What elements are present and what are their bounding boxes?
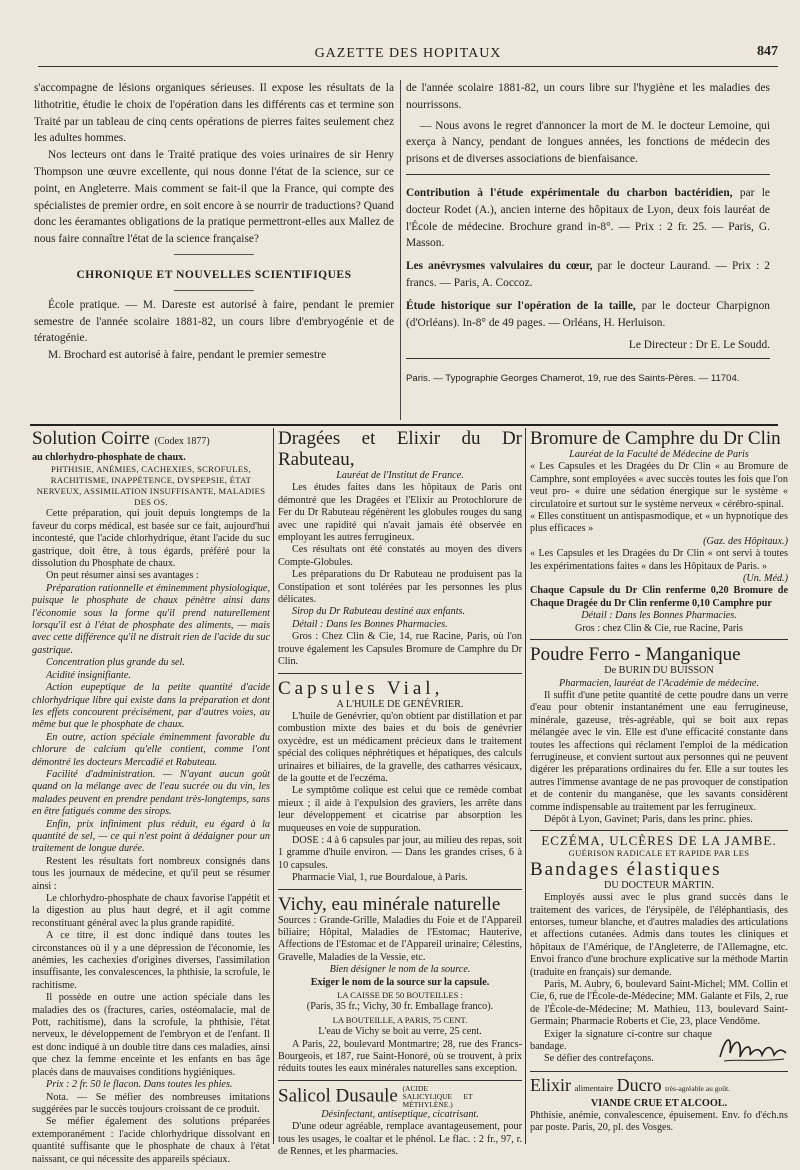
column-divider: [273, 428, 274, 1144]
column-divider: [400, 80, 401, 420]
ad-rabuteau: [278, 428, 522, 674]
ad-bandages-martin: [530, 835, 788, 1071]
ad-text: Exiger la signature ci-contre sur chaque bandage.: [530, 1028, 712, 1053]
newspaper-page: [18, 24, 788, 1165]
director-signature: Le Directeur : Dr E. Le Soudd.: [628, 339, 770, 352]
ad-subtitle: Désinfectant, antiseptique, cicatrisant.: [321, 1108, 479, 1120]
ad-text: Détail : Dans les Bonnes Pharmacies.: [581, 610, 737, 622]
ad-title: ECZÉMA, ULCÈRES DE LA JAMBE.: [541, 833, 777, 849]
ad-text: Les préparations du Dr Rabuteau ne produisent pas la Constipation et sont tolérées par les personnes les plus délicates.: [278, 569, 522, 606]
ad-text: Sirop du Dr Rabuteau destiné aux enfants.: [292, 606, 466, 618]
book-notice: [406, 185, 770, 252]
ad-text: Les études faites dans les hôpitaux de Paris ont démontré que les Dragées et l'Elixir au Protochlorure de Fer du Dr Rabuteau régénèrent les globules rouges du sang avec une rapidité qui n'avait jamais été observée en employant les autres ferrugineux.: [278, 482, 522, 544]
ad-text: En outre, action spéciale éminemment favorable du chlorure de calcium qu'elle contient, comme l'ont démontré les docteurs Mercadié et Rabuteau.: [32, 731, 270, 768]
ad-poudre-ferro: [530, 644, 788, 831]
ad-text: « Elles constituent un antispasmodique, et « un hypnotique des plus efficaces »: [530, 511, 788, 535]
ad-text: Détail : Dans les Bonnes Pharmacies.: [292, 618, 448, 630]
ad-title-large: Bandages élastiques: [530, 858, 722, 880]
ad-text: Enfin, prix infiniment plus réduit, eu égard à la quantité de sel, — ce qui n'est point à dédaigner pour un traitement de longue durée.: [32, 818, 270, 855]
ad-salicol: [278, 1085, 522, 1163]
signature-block: [530, 1029, 788, 1067]
ad-text: Concentration plus grande du sel.: [46, 657, 185, 669]
ad-text: Chaque Capsule du Dr Clin renferme 0,20 Bromure de Chaque Dragée du Dr Clin renferme 0,10 Camphre pur: [530, 585, 788, 609]
printer-line: Paris. — Typographie Georges Chamerot, 19, rue des Saints-Pères. — 11704.: [406, 373, 740, 385]
book-details: par le docteur Charpignon (d'Orléans). In-8° de 49 pages. — Orléans, H. Herluison.: [406, 299, 770, 329]
book-title: Étude historique sur l'opération de la taille,: [406, 299, 636, 312]
separator: [406, 174, 770, 175]
ad-text: Paris, M. Aubry, 6, boulevard Saint-Michel; MM. Collin et Cie, 6, rue de l'École-de-Médecine; MM. Galante et Fils, 2, rue de l'École-de-Médecine; M. Mathieu, 113, boulevard Saint-Germain; Pharmacie Roberts et Cie, 23, place Vendôme.: [530, 979, 788, 1028]
page-header: [38, 24, 778, 64]
book-details: par le docteur Laurand. — Prix : 2 francs. — Paris, A. Coccoz.: [406, 260, 770, 289]
ad-price: Prix : 2 fr. 50 le flacon. Dans toutes les phies.: [46, 1079, 233, 1091]
advertisements-section: [30, 428, 790, 1165]
news-item: M. Brochard est autorisé à faire, pendant le premier semestre: [48, 349, 327, 362]
ad-subtitle: Lauréat de l'Institut de France.: [336, 470, 464, 481]
ad-title: Vichy, eau minérale naturelle: [278, 893, 501, 915]
ad-subtitle: De BURIN DU BUISSON: [604, 665, 714, 677]
journal-title: GAZETTE DES HOPITAUX: [314, 46, 502, 61]
ad-indications: PHTHISIE, ANÉMIES, CACHEXIES, SCROFULES, RACHITISME, INAPPÉTENCE, DYSPEPSIE, ÉTAT NERVEUX, ASSIMILATION INSUFFISANTE, MALADIES DES OS.: [36, 464, 266, 508]
book-details: par le docteur Rodet (A.), ancien interne des hôpitaux de Lyon, deux fois lauréat de l'École de médecine. Brochure grand in-8°. — Prix : 2 fr. 25. — Paris, G. Masson.: [406, 186, 770, 250]
page-number: 847: [757, 44, 778, 59]
article-paragraph: Nos lecteurs ont dans le Traité pratique des voies urinaires de sir Henry Thompson une œuvre excellente, qui nous donne l'état de la science, sur ce point, en Angleterre. Mais comment se fait-il que la France, qui compte des spécialistes de premier ordre, en soit encore à se nourrir de traductions? Quand donc les éeramantes obligations de la pratique permettront-elles aux Mallez de nous faire connaître l'état de la science française?: [34, 149, 394, 246]
separator: [406, 358, 770, 359]
ad-text: A ce titre, il est donc indiqué dans toutes les circonstances où il y a une dépression de l'économie, les anémies, les cachexies d'origines diverses, l'assimilation insuffisante, les convalescences, la phthisie, la scrofule, le rachitisme.: [32, 930, 270, 991]
ad-citation: (Gaz. des Hôpitaux.): [703, 535, 788, 547]
ad-text: Dépôt à Lyon, Gavinet; Paris, dans les princ. phies.: [544, 813, 753, 825]
ad-bromure-camphre: [530, 428, 788, 640]
ad-text: Cette préparation, qui jouit depuis longtemps de la faveur du corps médical, est basée sur ce fait, aujourd'hui incontesté, que l'acide chlorhydrique, étant l'acide du suc gastrique, doit être, à tous égards, préféré pour la dissolution du Phosphate de chaux.: [32, 508, 270, 570]
ad-vichy: [278, 894, 522, 1081]
ad-text: Se méfier également des solutions préparées extemporanément : l'acide chlorhydrique dissolvant en quantité suffisante que le phosphate de chaux à l'état naissant, ce qui nécessite des appareils spéciaux.: [32, 1116, 270, 1165]
ad-subtitle: Lauréat de la Faculté de Médecine de Paris: [569, 449, 749, 460]
ad-subtitle: A L'HUILE DE GENÉVRIER.: [336, 698, 464, 710]
ad-subtitle: Pharmacien, lauréat de l'Académie de médecine.: [559, 677, 759, 689]
ad-title: Poudre Ferro - Manganique: [530, 644, 741, 666]
ad-text: Il possède en outre une action spéciale dans les maladies des os (fractures, caries, ostéomalacie, mal de Pott, rachitisme), dans la scrofule, la phthisie, l'état nerveux, le développement de l'embryon et de l'enfant. Il est donc indiqué à un double titre dans ces maladies, ainsi que chez la femme enceinte et les enfants en bas âge placés dans de mauvaises conditions hygiéniques.: [32, 992, 270, 1078]
ad-text: Facilité d'administration. — N'ayant aucun goût quand on la mélange avec de l'eau sucrée ou du vin, les malades peuvent en prendre pendant très-longtemps, sans en être fatigués comme des sirops.: [32, 768, 270, 818]
separator: [174, 290, 254, 291]
article-column-right: [406, 80, 770, 424]
article-intro: s'accompagne de lésions organiques sérieuses. Il expose les résultats de la lithotritie, étudie le choix de l'opération dans les différents cas et termine son Traité par un tableau de cinq cents opérations de pierres faites seulement chez les adultes hommes.: [34, 82, 394, 145]
ad-capsules-vial: [278, 678, 522, 890]
ad-nota: Nota. — Se méfier des nombreuses imitations suggérées par le succès toujours croissant de ce produit.: [32, 1091, 270, 1115]
ad-text: Gros : chez Clin & Cie, rue Racine, Paris: [574, 622, 744, 634]
ad-subtitle: au chlorhydro-phosphate de chaux.: [32, 452, 186, 463]
ad-solution-coirre: [32, 428, 270, 1170]
ad-text: Acidité insignifiante.: [46, 669, 131, 681]
ad-text: DOSE : 4 à 6 capsules par jour, au milieu des repas, soit 1 gramme d'huile environ. — Dans les grandes crises, 6 à 10 capsules.: [278, 834, 522, 871]
ad-text: « Les Capsules et les Dragées du Dr Clin « au Bromure de Camphre, sont employées « avec succès toutes les fois que l'on veut pro- « duire une sédation énergique sur le système « circulatoire et surtout sur le système nerveux « cérébro-spinal.: [530, 461, 788, 510]
handwritten-signature: [716, 1029, 788, 1067]
article-column-left: [34, 80, 394, 424]
ad-text: Bien désigner le nom de la source.: [329, 964, 471, 976]
ad-text: Il suffit d'une petite quantité de cette poudre dans un verre d'eau pour obtenir instantanément une eau ferrugineuse, minérale, gazeuse, très-agréable, qui se boit aux repas mélangée avec le vin. Elle est d'une efficacité constante dans toutes les affections qui réclament l'emploi de la médication ferrugineuse, et convient surtout aux personnes qui ne peuvent digérer les préparations ordinaires du fer. Elle a sur toutes les autres l'immense avantage de ne pas provoquer de constipation et de contenir du manganèse, que les savants considèrent comme indispensable au traitement par les ferrugineux.: [530, 689, 788, 813]
ad-text: Employés aussi avec le plus grand succès dans le traitement des varices, de l'érysipèle, de l'éléphantiasis, des entorses, tumeur blanche, et d'autres maladies des articulations et affections cutanées. Admis dans toutes les cliniques et hôpitaux de l'Amérique, de l'Angleterre, de l'Allemagne, etc. Envoi franco d'une brochure explicative sur la méthode Martin (traduite en français) sur demande.: [530, 892, 788, 978]
ad-title: Dragées et Elixir du Dr Rabuteau,: [278, 428, 522, 470]
ad-title: Capsules Vial,: [278, 677, 444, 699]
book-title: Contribution à l'étude expérimentale du charbon bactéridien,: [406, 186, 733, 199]
ad-text: A Paris, 22, boulevard Montmartre; 28, rue des Francs-Bourgeois, et 187, rue Saint-Honoré, où se trouvent, à prix réduits toutes les eaux minérales naturelles sans exception.: [278, 1038, 522, 1075]
book-notice: [406, 298, 770, 332]
ad-text: L'huile de Genévrier, qu'on obtient par distillation et par combustion mixte des baies et du bois de genévrier oxycèdre, est un médicament précieux dans le traitement spécial des coliques néphrétiques et hépatiques, des calculs urinaires et biliaires, de la gravelle, des catharres vésicaux, de la goutte et de l'eczéma.: [278, 710, 522, 784]
ad-text: LA BOUTEILLE, A PARIS, 75 CENT.: [332, 1014, 468, 1025]
ad-text: Sources : Grande-Grille, Maladies du Foie et de l'Appareil biliaire; Hôpital, Maladies de l'Estomac; Hauterive, Affections de l'Estomac et de l'Appareil urinaire; Célestins, Gravelle, Maladies de la Vessie, etc.: [278, 914, 522, 963]
news-item: École pratique. — M. Dareste est autorisé à faire, pendant le premier semestre de l'année scolaire 1881-82, un cours libre d'embryogénie et de tératogénie.: [34, 298, 394, 345]
ad-text: L'eau de Vichy se boit au verre, 25 cent.: [318, 1026, 482, 1038]
header-rule: [38, 66, 778, 67]
section-title: CHRONIQUE ET NOUVELLES SCIENTIFIQUES: [76, 268, 352, 281]
ad-text: Action eupeptique de la petite quantité d'acide chlorhydrique libre qui existe dans la préparation et dont les effets concourent précisément, par d'autres voies, au même but que le phosphate de chaux.: [32, 682, 270, 731]
ad-subtitle: DU DOCTEUR MARTIN.: [603, 879, 715, 891]
ad-text: Exiger le nom de la source sur la capsule.: [310, 976, 490, 988]
ad-text: « Les Capsules et les Dragées du Dr Clin « ont servi à toutes les expérimentations faites « dans les Hôpitaux de Paris. »: [530, 548, 788, 572]
ad-title: Salicol Dusaule (ACIDE SALICYLIQUE ET MÉTHYLÈNE.): [278, 1083, 473, 1109]
ad-text: Pharmacie Vial, 1, rue Bourdaloue, à Paris.: [292, 872, 468, 884]
ad-title: Bromure de Camphre du Dr Clin: [530, 428, 781, 449]
ad-text: Ces résultats ont été constatés au moyen des divers Compte-Globules.: [278, 544, 522, 568]
ad-column-2: [278, 428, 522, 1158]
ad-text: Préparation rationnelle et éminemment physiologique, puisque le phosphate de chaux pénètre ainsi dans l'économie sous la forme qu'il prend naturellement lorsqu'il est à l'état de phosphate des aliments, — mais avec cette différence qu'il ne distrait rien de l'acide du suc gastrique.: [32, 582, 270, 656]
ad-citation: (Un. Méd.): [743, 573, 788, 585]
ad-text: LA CAISSE DE 50 BOUTEILLES :: [337, 990, 463, 1001]
ad-text: Restent les résultats fort nombreux consignés dans tous les journaux de médecine, et qu'il peut se résumer ainsi :: [32, 855, 270, 892]
ad-column-1: [32, 428, 270, 1165]
ad-subtitle: VIANDE CRUE ET ALCOOL.: [590, 1097, 728, 1109]
ad-text: Se défier des contrefaçons.: [544, 1053, 654, 1065]
ad-text: Gros : Chez Clin & Cie, 14, rue Racine, Paris, où l'on trouve également les Capsules Bromure de Camphre du Dr Clin.: [278, 631, 522, 668]
ad-text: Le chlorhydro-phosphate de chaux favorise l'appétit et la digestion au plus haut degré, et il agit comme reconstituant général avec la plus grande rapidité.: [32, 893, 270, 929]
news-item: de l'année scolaire 1881-82, un cours libre sur l'hygiène et les maladies des nourrissons.: [406, 82, 770, 111]
ads-top-rule: [30, 424, 778, 426]
ad-subtitle: GUÉRISON RADICALE ET RAPIDE PAR LES: [568, 847, 750, 858]
ad-column-3: [530, 428, 788, 1144]
ad-text: D'une odeur agréable, remplace avantageusement, pour tous les usages, le coaltar et le phénol. Le flac. : 2 fr., 97, r. de Rennes, et les pharmacies.: [278, 1121, 522, 1158]
ad-text: Le symptôme colique est celui que ce remède combat mieux ; il aide à l'expulsion des graviers, les arrête dans leur développement et cicatrise par absorption les muqueuses en voie de suppuration.: [278, 785, 522, 834]
separator: [174, 254, 254, 255]
news-item: — Nous avons le regret d'annoncer la mort de M. le docteur Lemoine, qui exerça à Nancy, pendant de longues années, les fonctions de médecin des prisons et de diverses associations de bienfaisance.: [406, 119, 770, 166]
book-title: Les anévrysmes valvulaires du cœur,: [406, 260, 593, 273]
ad-elixir-ducro: [530, 1076, 788, 1139]
ad-title: Elixir alimentaire Ducro très-agréable au goût.: [530, 1074, 730, 1095]
ad-text: (Paris, 35 fr.; Vichy, 30 fr. Emballage franco).: [306, 1001, 494, 1013]
ad-title: Solution Coirre (Codex 1877): [32, 428, 210, 449]
ad-text: Phthisie, anémie, convalescence, épuisement. Env. fo d'éch.ns par poste. Paris, 20, pl. des Vosges.: [530, 1110, 788, 1134]
ad-text: On peut résumer ainsi ses avantages :: [46, 570, 199, 582]
column-divider: [525, 428, 526, 1144]
book-notice: [406, 258, 770, 292]
